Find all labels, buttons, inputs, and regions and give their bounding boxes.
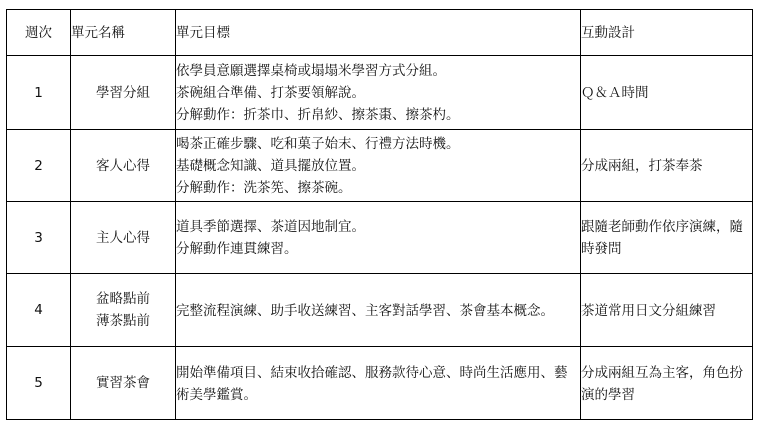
interaction-text: 分成兩組，打茶奉茶 xyxy=(581,158,703,174)
unit-name-line: 實習茶會 xyxy=(96,375,150,391)
unit-goal xyxy=(176,202,581,274)
unit-name xyxy=(71,56,176,130)
interaction-text: 茶道常用日文分組練習 xyxy=(581,302,716,319)
unit-name xyxy=(71,347,176,420)
interaction-design xyxy=(581,56,753,130)
unit-name-line: 學習分組 xyxy=(96,84,150,101)
interaction-design xyxy=(581,202,753,274)
header-interaction: 互動設計 xyxy=(581,10,753,56)
curriculum-table xyxy=(6,9,753,420)
goal-line: 分解動作連貫練習。 xyxy=(176,241,298,257)
unit-name-line: 薄茶點前 xyxy=(96,313,150,329)
goal-line: 分解動作：洗茶筅、擦茶碗。 xyxy=(176,180,352,196)
week-number: 4 xyxy=(7,274,71,347)
unit-goal xyxy=(176,56,581,130)
table-row xyxy=(7,130,753,202)
interaction-text: Ｑ＆Ａ時間 xyxy=(581,85,649,101)
interaction-design xyxy=(581,274,753,347)
week-number: 3 xyxy=(7,202,71,274)
unit-name xyxy=(71,274,176,347)
table-row xyxy=(7,56,753,130)
unit-name xyxy=(71,202,176,274)
interaction-text: 分成兩組互為主客，角色扮演的學習 xyxy=(581,364,743,403)
interaction-text: 跟隨老師動作依序演練，隨時發問 xyxy=(581,219,743,257)
unit-goal xyxy=(176,347,581,420)
goal-line: 依學員意願選擇桌椅或塌塌米學習方式分組。 xyxy=(176,63,446,79)
unit-name-line: 客人心得 xyxy=(96,157,150,174)
unit-name xyxy=(71,130,176,202)
header-unit-goal: 單元目標 xyxy=(176,10,581,56)
goal-line: 道具季節選擇、茶道因地制宜。 xyxy=(176,219,365,235)
goal-line: 完整流程演練、助手收送練習、主客對話學習、茶會基本概念。 xyxy=(176,302,554,319)
interaction-design xyxy=(581,130,753,202)
goal-line: 茶碗組合準備、打茶要領解說。 xyxy=(176,85,365,101)
unit-goal xyxy=(176,130,581,202)
table-row xyxy=(7,274,753,347)
unit-name-line: 主人心得 xyxy=(96,229,150,246)
goal-line: 開始準備項目、結束收拾確認、服務款待心意、時尚生活應用、藝術美學鑑賞。 xyxy=(176,364,568,403)
table-row xyxy=(7,347,753,420)
week-number: 1 xyxy=(7,56,71,130)
table-header-row xyxy=(7,10,753,56)
header-unit-name: 單元名稱 xyxy=(71,10,176,56)
week-number: 2 xyxy=(7,130,71,202)
goal-line: 基礎概念知識、道具擺放位置。 xyxy=(176,158,365,174)
week-number: 5 xyxy=(7,347,71,420)
table-row xyxy=(7,202,753,274)
goal-line: 喝茶正確步驟、吃和菓子始末、行禮方法時機。 xyxy=(176,136,460,152)
goal-line: 分解動作：折茶巾、折帛紗、擦茶棗、擦茶杓。 xyxy=(176,107,460,123)
header-week: 週次 xyxy=(7,10,71,56)
interaction-design xyxy=(581,347,753,420)
unit-name-line: 盆略點前 xyxy=(96,291,150,307)
unit-goal xyxy=(176,274,581,347)
